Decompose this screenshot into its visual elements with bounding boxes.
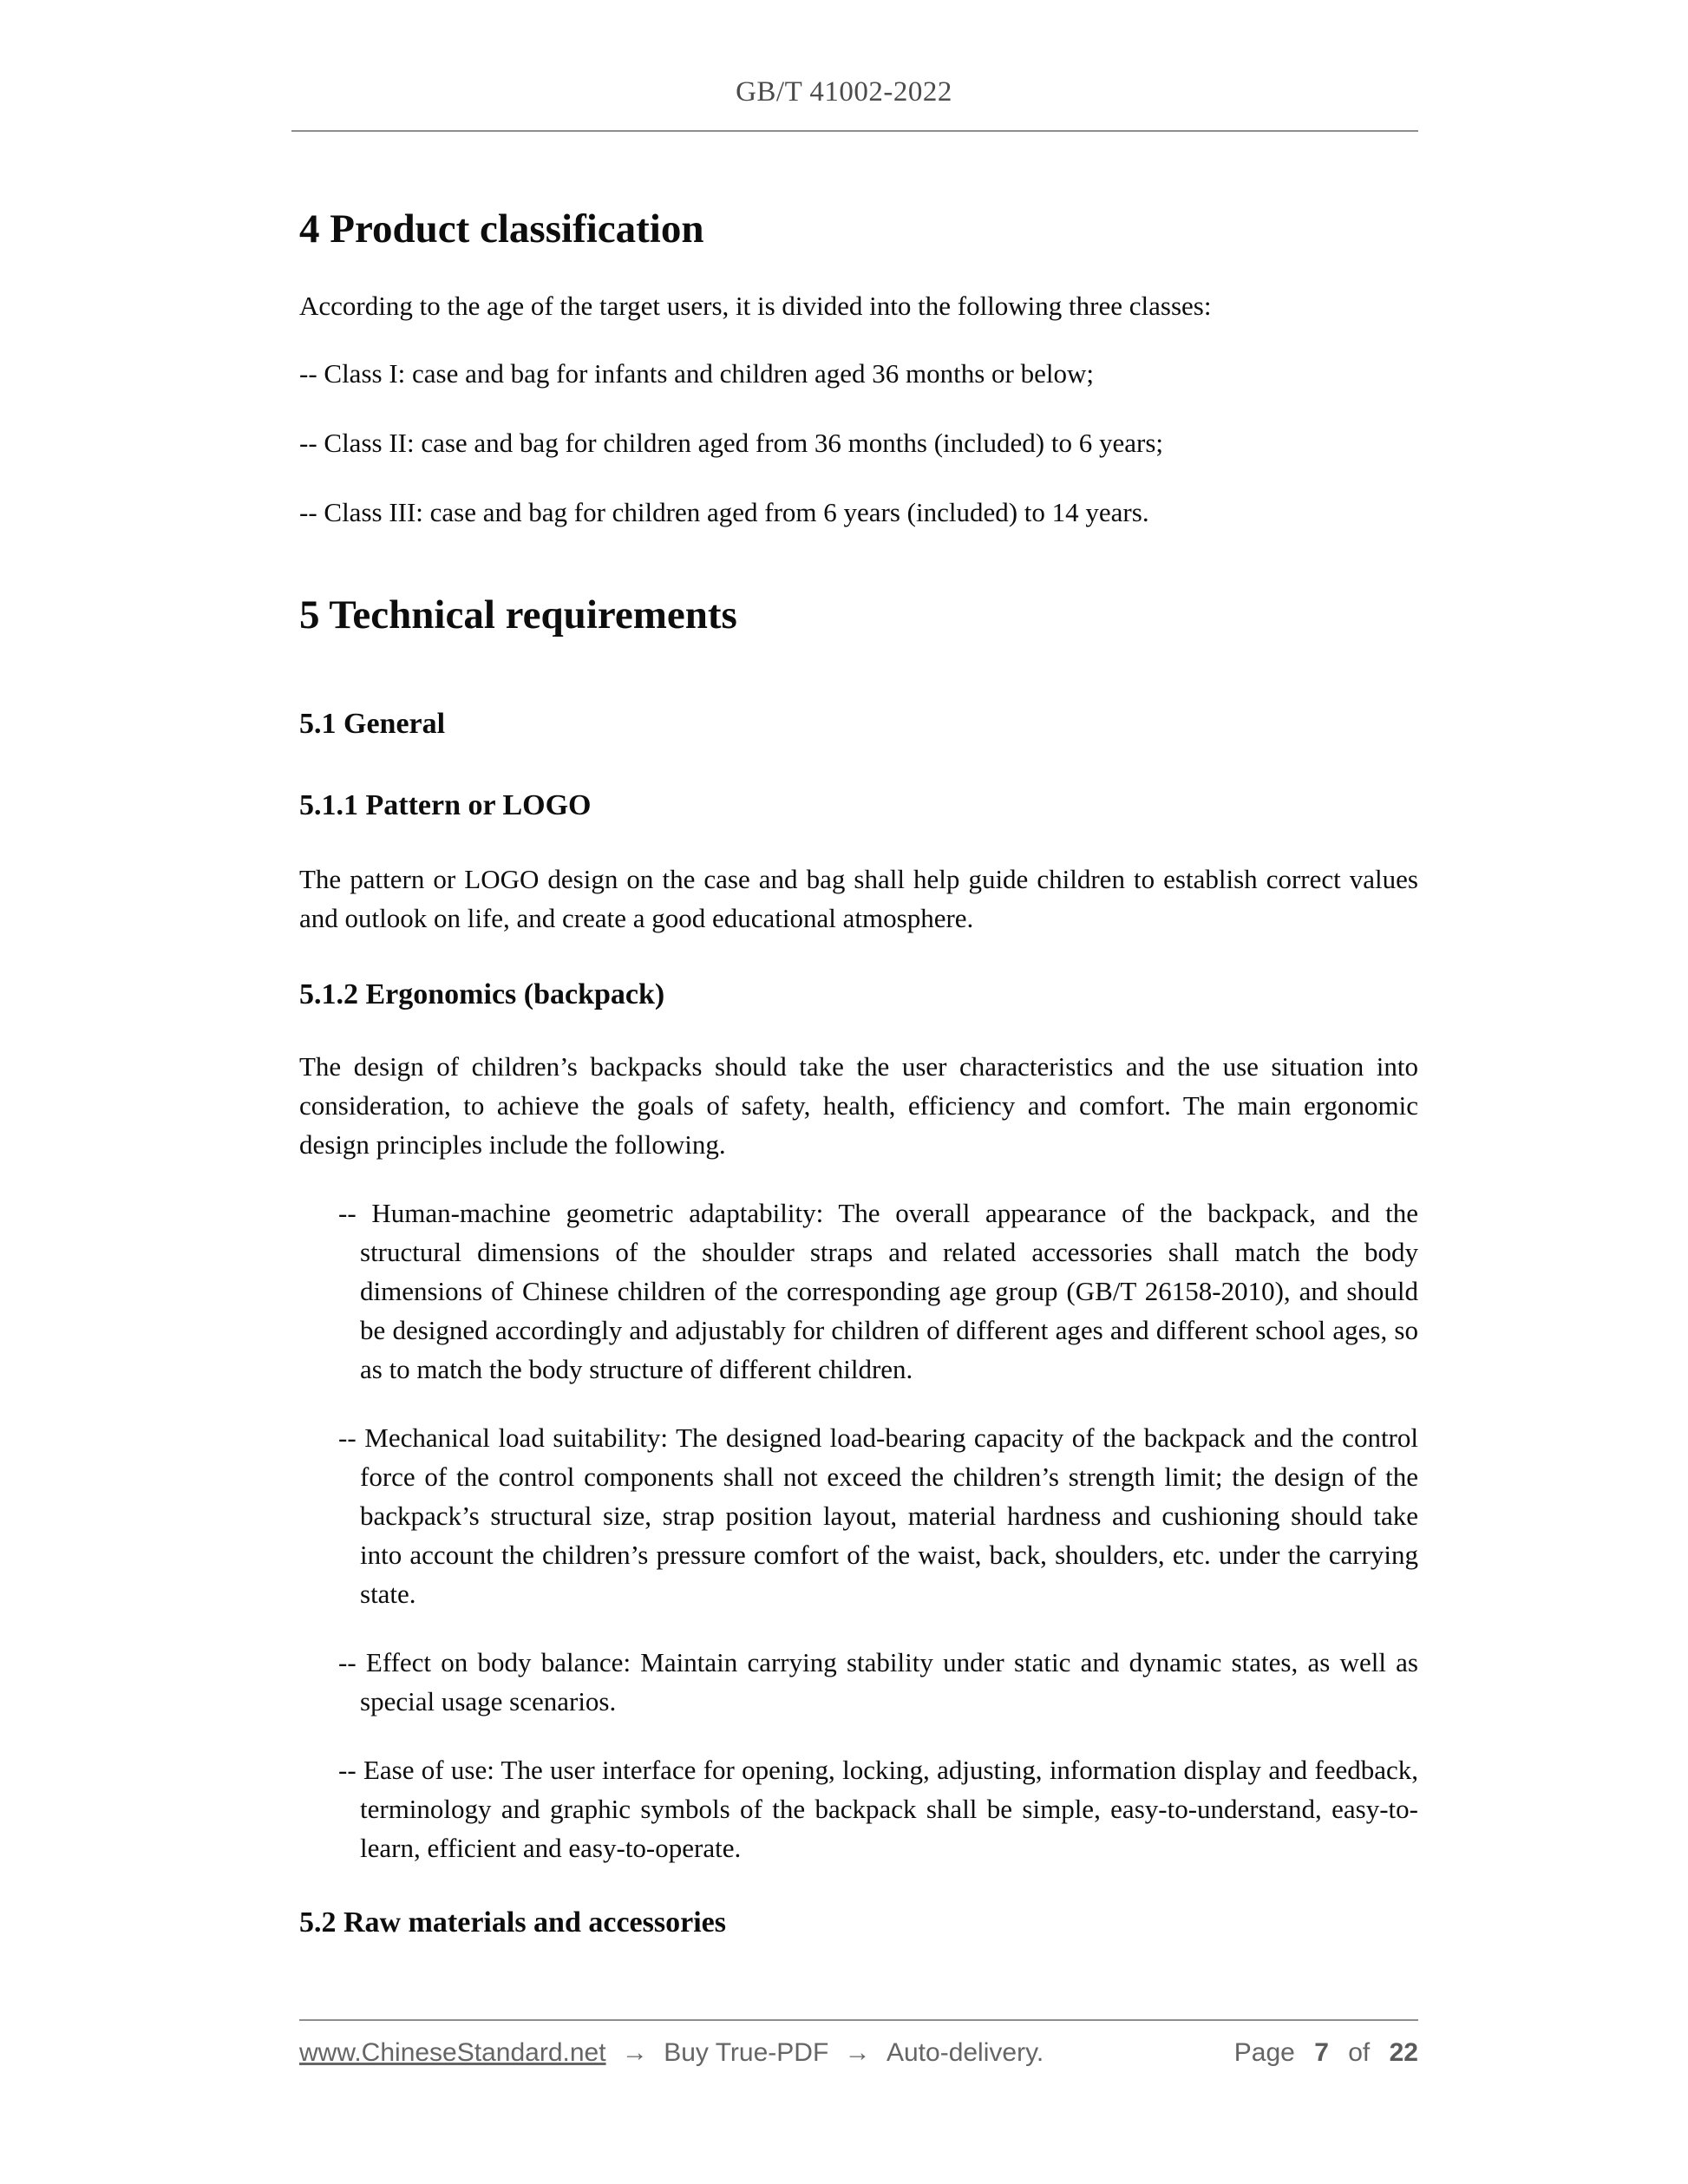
footer-delivery-label: Auto-delivery.: [886, 2038, 1044, 2067]
heading-technical-requirements: 5 Technical requirements: [299, 592, 737, 638]
page-indicator: [1234, 2037, 1418, 2070]
list-item-class-1: -- Class I: case and bag for infants and children aged 36 months or below;: [299, 358, 1094, 389]
heading-general: 5.1 General: [299, 708, 446, 740]
page-content: [299, 205, 1418, 1942]
list-item-effect-on-body-balance: -- Effect on body balance: Maintain carrying stability under static and dynamic states, as well as special usage scenarios.: [338, 1647, 1418, 1716]
footer-buy-label: Buy True-PDF: [664, 2038, 829, 2067]
heading-product-classification: 4 Product classification: [299, 206, 704, 252]
footer-info: [299, 2037, 1044, 2070]
list-item-geometric-adaptability: -- Human-machine geometric adaptability: The overall appearance of the backpack, and the structural dimensions of the shoulder straps and related accessories shall match the body dimensions of Chinese children of the corresponding age group (GB/T 26158-2010), and should be designed accordingly and adjustably for children of different ages and different school ages, so as to match the body structure of different children.: [338, 1198, 1418, 1384]
footer-divider: [299, 2019, 1418, 2021]
footer-site-link[interactable]: www.ChineseStandard.net: [299, 2038, 606, 2067]
paragraph-pattern-or-logo: The pattern or LOGO design on the case and bag shall help guide children to establish correct values and outlook on life, and create a good educational atmosphere.: [299, 864, 1418, 933]
heading-ergonomics-backpack: 5.1.2 Ergonomics (backpack): [299, 978, 665, 1010]
page-footer: [299, 2019, 1418, 2070]
of-label: of: [1348, 2038, 1371, 2067]
list-item-mechanical-load-suitability: -- Mechanical load suitability: The designed load-bearing capacity of the backpack and the control force of the control components shall not exceed the children’s strength limit; the design of the backpack’s structural size, strap position layout, material hardness and cushioning should take into account the children’s pressure comfort of the waist, back, shoulders, etc. under the carrying state.: [338, 1422, 1418, 1609]
heading-pattern-or-logo: 5.1.1 Pattern or LOGO: [299, 789, 592, 821]
page-label: Page: [1233, 2038, 1295, 2067]
list-item-class-3: -- Class III: case and bag for children aged from 6 years (included) to 14 years.: [299, 497, 1149, 527]
document-code-header: GB/T 41002-2022: [736, 76, 952, 108]
list-item-ease-of-use: -- Ease of use: The user interface for opening, locking, adjusting, information display and feedback, terminology and graphic symbols of the backpack shall be simple, easy-to-understand, easy-to-learn, efficient and easy-to-operate.: [338, 1755, 1418, 1863]
list-item-class-2: -- Class II: case and bag for children aged from 36 months (included) to 6 years;: [299, 428, 1163, 458]
arrow-right-icon: →: [844, 2038, 871, 2067]
header-divider: [291, 130, 1418, 132]
page-current-number: 7: [1314, 2038, 1329, 2067]
page-total-number: 22: [1389, 2038, 1418, 2067]
arrow-right-icon: →: [621, 2038, 648, 2067]
heading-raw-materials-accessories: 5.2 Raw materials and accessories: [299, 1906, 726, 1939]
paragraph-ergonomics: The design of children’s backpacks should take the user characteristics and the use situation into consideration, to achieve the goals of safety, health, efficiency and comfort. The main ergonomic design principles include the following.: [299, 1051, 1418, 1160]
paragraph-intro: According to the age of the target users, it is divided into the following three classes:: [299, 291, 1212, 321]
